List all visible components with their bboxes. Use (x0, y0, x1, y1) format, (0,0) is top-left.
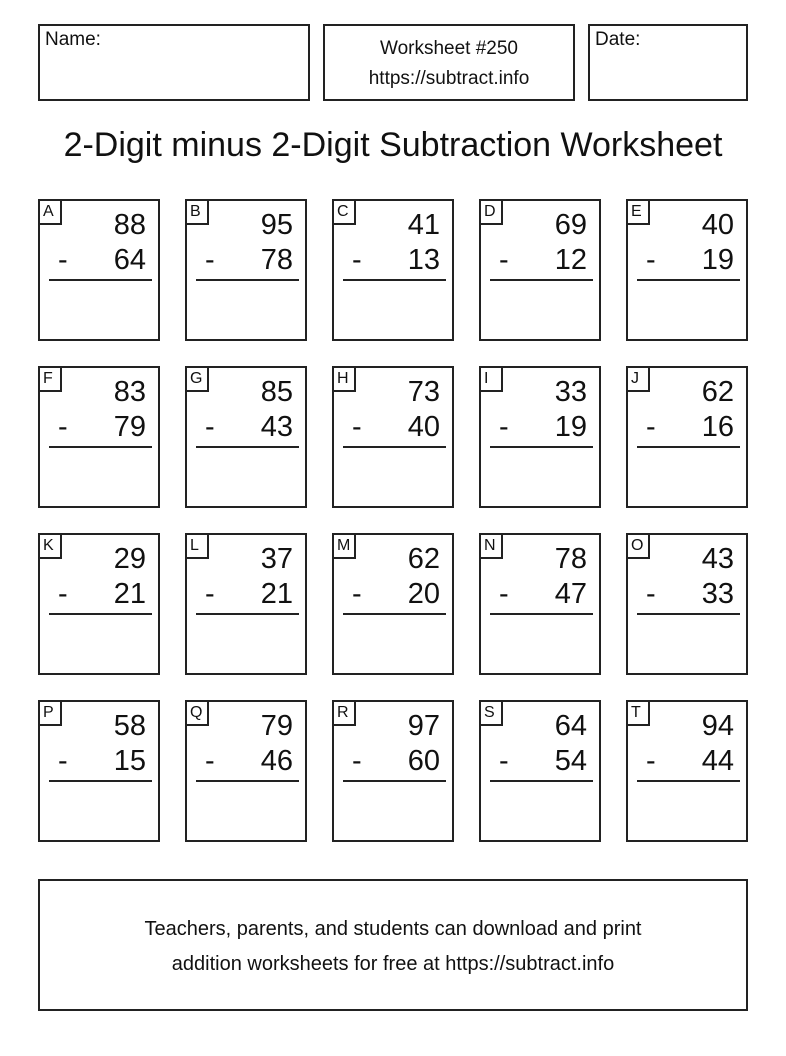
answer-rule (343, 279, 446, 281)
subtrahend: 54 (554, 745, 587, 777)
problem-box[interactable] (479, 533, 601, 675)
subtrahend: 40 (407, 411, 440, 443)
minuend: 58 (113, 710, 146, 742)
problem-box[interactable] (185, 533, 307, 675)
minus-operator: - (499, 244, 509, 276)
problem-box[interactable] (332, 199, 454, 341)
subtrahend: 13 (407, 244, 440, 276)
problem-letter: O (626, 533, 650, 559)
problem-letter: Q (185, 700, 209, 726)
minus-operator: - (646, 411, 656, 443)
problem-letter: C (332, 199, 356, 225)
page-title: 2-Digit minus 2-Digit Subtraction Worksheet (63, 126, 723, 164)
name-label: Name: (45, 29, 101, 50)
problem-letter: L (185, 533, 209, 559)
subtrahend: 46 (260, 745, 293, 777)
worksheet-url: https://subtract.info (368, 68, 530, 89)
subtrahend: 12 (554, 244, 587, 276)
subtrahend: 43 (260, 411, 293, 443)
minus-operator: - (499, 578, 509, 610)
answer-rule (343, 446, 446, 448)
answer-rule (196, 780, 299, 782)
footer-note (38, 879, 748, 1011)
problem-letter: N (479, 533, 503, 559)
problem-box[interactable] (38, 366, 160, 508)
subtrahend: 78 (260, 244, 293, 276)
minuend: 85 (260, 376, 293, 408)
minuend: 79 (260, 710, 293, 742)
minuend: 78 (554, 543, 587, 575)
answer-rule (196, 613, 299, 615)
subtrahend: 33 (701, 578, 734, 610)
minuend: 62 (701, 376, 734, 408)
answer-rule (490, 613, 593, 615)
subtrahend: 19 (554, 411, 587, 443)
subtrahend: 20 (407, 578, 440, 610)
problem-letter: D (479, 199, 503, 225)
problem-box[interactable] (332, 700, 454, 842)
footer-line-2: addition worksheets for free at https://subtract.info (171, 953, 615, 975)
problem-box[interactable] (626, 533, 748, 675)
subtrahend: 15 (113, 745, 146, 777)
problem-box[interactable] (479, 366, 601, 508)
subtrahend: 21 (260, 578, 293, 610)
problem-letter: H (332, 366, 356, 392)
answer-rule (49, 279, 152, 281)
minus-operator: - (205, 578, 215, 610)
problem-box[interactable] (185, 199, 307, 341)
answer-rule (49, 613, 152, 615)
problem-box[interactable] (38, 700, 160, 842)
subtrahend: 47 (554, 578, 587, 610)
problem-letter: S (479, 700, 503, 726)
minuend: 43 (701, 543, 734, 575)
worksheet-number: Worksheet #250 (379, 38, 518, 59)
answer-rule (196, 279, 299, 281)
minus-operator: - (205, 244, 215, 276)
problem-letter: G (185, 366, 209, 392)
minus-operator: - (352, 411, 362, 443)
problem-letter: M (332, 533, 356, 559)
minuend: 37 (260, 543, 293, 575)
minus-operator: - (646, 578, 656, 610)
minuend: 94 (701, 710, 734, 742)
answer-rule (49, 780, 152, 782)
minuend: 33 (554, 376, 587, 408)
minus-operator: - (205, 411, 215, 443)
minuend: 29 (113, 543, 146, 575)
worksheet-info-box (323, 24, 575, 101)
problem-letter: R (332, 700, 356, 726)
minus-operator: - (646, 244, 656, 276)
name-field-box[interactable] (38, 24, 310, 101)
minus-operator: - (352, 244, 362, 276)
problem-box[interactable] (38, 533, 160, 675)
problem-box[interactable] (38, 199, 160, 341)
subtrahend: 79 (113, 411, 146, 443)
problem-letter: F (38, 366, 62, 392)
minus-operator: - (58, 244, 68, 276)
minuend: 69 (554, 209, 587, 241)
minuend: 40 (701, 209, 734, 241)
answer-rule (637, 279, 740, 281)
problem-letter: I (479, 366, 503, 392)
problem-box[interactable] (185, 366, 307, 508)
subtrahend: 60 (407, 745, 440, 777)
problem-letter: T (626, 700, 650, 726)
problem-letter: E (626, 199, 650, 225)
minuend: 97 (407, 710, 440, 742)
minuend: 41 (407, 209, 440, 241)
problem-box[interactable] (479, 700, 601, 842)
minus-operator: - (499, 745, 509, 777)
problem-box[interactable] (626, 700, 748, 842)
date-field-box[interactable] (588, 24, 748, 101)
date-label: Date: (595, 29, 641, 50)
subtrahend: 19 (701, 244, 734, 276)
problem-box[interactable] (479, 199, 601, 341)
minus-operator: - (499, 411, 509, 443)
problem-box[interactable] (332, 366, 454, 508)
minus-operator: - (352, 745, 362, 777)
answer-rule (196, 446, 299, 448)
minus-operator: - (646, 745, 656, 777)
problem-letter: B (185, 199, 209, 225)
minus-operator: - (205, 745, 215, 777)
problem-box[interactable] (185, 700, 307, 842)
answer-rule (637, 613, 740, 615)
minuend: 73 (407, 376, 440, 408)
problem-letter: A (38, 199, 62, 225)
answer-rule (490, 279, 593, 281)
minus-operator: - (58, 745, 68, 777)
problem-letter: P (38, 700, 62, 726)
answer-rule (343, 613, 446, 615)
minuend: 64 (554, 710, 587, 742)
problem-box[interactable] (332, 533, 454, 675)
answer-rule (637, 446, 740, 448)
answer-rule (490, 780, 593, 782)
subtrahend: 44 (701, 745, 734, 777)
answer-rule (343, 780, 446, 782)
footer-line-1: Teachers, parents, and students can download and print (144, 918, 642, 940)
minuend: 88 (113, 209, 146, 241)
minus-operator: - (58, 578, 68, 610)
minuend: 62 (407, 543, 440, 575)
problem-letter: K (38, 533, 62, 559)
minus-operator: - (58, 411, 68, 443)
minus-operator: - (352, 578, 362, 610)
minuend: 83 (113, 376, 146, 408)
subtrahend: 16 (701, 411, 734, 443)
problem-box[interactable] (626, 366, 748, 508)
subtrahend: 21 (113, 578, 146, 610)
problem-letter: J (626, 366, 650, 392)
answer-rule (637, 780, 740, 782)
subtrahend: 64 (113, 244, 146, 276)
problem-box[interactable] (626, 199, 748, 341)
minuend: 95 (260, 209, 293, 241)
answer-rule (490, 446, 593, 448)
answer-rule (49, 446, 152, 448)
